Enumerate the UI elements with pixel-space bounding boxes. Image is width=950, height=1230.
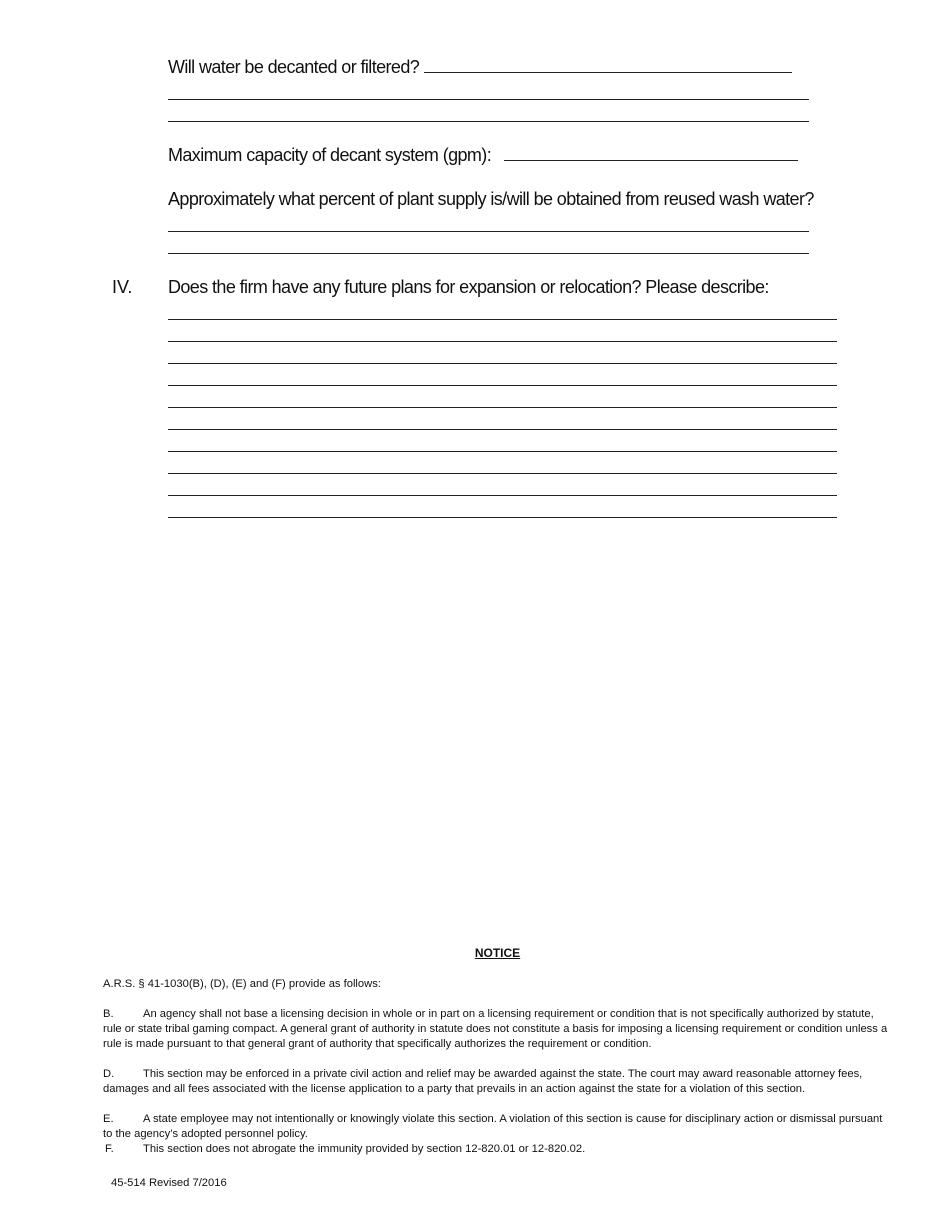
notice-item-label: D. [103,1068,115,1080]
decant-question [168,56,792,78]
form-number: 45-514 Revised 7/2016 [111,1177,227,1189]
notice-item-label: B. [103,1008,114,1020]
notice-item-f [105,1142,895,1157]
expansion-answer-line[interactable] [168,517,837,518]
section-iv-numeral: IV. [112,277,133,297]
expansion-answer-line[interactable] [168,429,837,430]
notice-item-label: E. [103,1113,114,1125]
notice-intro: A.R.S. § 41-1030(B), (D), (E) and (F) provide as follows: [103,978,381,990]
capacity-question-label: Maximum capacity of decant system (gpm): [168,145,492,165]
percent-question [168,188,814,210]
notice-item-d [103,1067,893,1097]
decant-answer-line[interactable] [168,121,809,122]
expansion-question: Does the firm have any future plans for expansion or relocation? Please describe: [168,277,769,297]
notice-title: NOTICE [474,946,521,960]
expansion-answer-line[interactable] [168,363,837,364]
decant-answer-line[interactable] [168,99,809,100]
notice-item-text: An agency shall not base a licensing decision in whole or in part on a licensing requirement or condition that is not specifically authorized by statute, rule or state tribal gaming compact. A general grant of authority in statute does not constitute a basis for imposing a licensing requirement or condition unless a rule is made pursuant to that general grant of authority that specifically authorizes the requirement or condition. [103,1008,888,1050]
capacity-answer-field[interactable] [504,144,798,161]
expansion-answer-line[interactable] [168,407,837,408]
percent-answer-line[interactable] [168,253,809,254]
expansion-answer-line[interactable] [168,451,837,452]
notice-item-b [103,1007,893,1052]
expansion-answer-line[interactable] [168,341,837,342]
capacity-question [168,144,798,166]
notice-item-text: A state employee may not intentionally or knowingly violate this section. A violation of this section is cause for disciplinary action or dismissal pursuant to the agency’s adopted personnel policy. [103,1113,883,1140]
decant-answer-field[interactable] [424,56,792,73]
notice-item-text: This section does not abrogate the immunity provided by section 12-820.01 or 12-820.02. [143,1143,586,1155]
percent-question-label: Approximately what percent of plant supply is/will be obtained from reused wash water? [168,189,814,209]
expansion-answer-line[interactable] [168,385,837,386]
notice-item-label: F. [105,1143,114,1155]
notice-item-text: This section may be enforced in a private civil action and relief may be awarded against the state. The court may award reasonable attorney fees, damages and all fees associated with the license application to a party that prevails in an action against the state for a violation of this section. [103,1068,863,1095]
decant-question-label: Will water be decanted or filtered? [168,57,420,77]
notice-item-e [103,1112,893,1142]
expansion-answer-line[interactable] [168,319,837,320]
expansion-answer-line[interactable] [168,473,837,474]
percent-answer-line[interactable] [168,231,809,232]
expansion-answer-line[interactable] [168,495,837,496]
